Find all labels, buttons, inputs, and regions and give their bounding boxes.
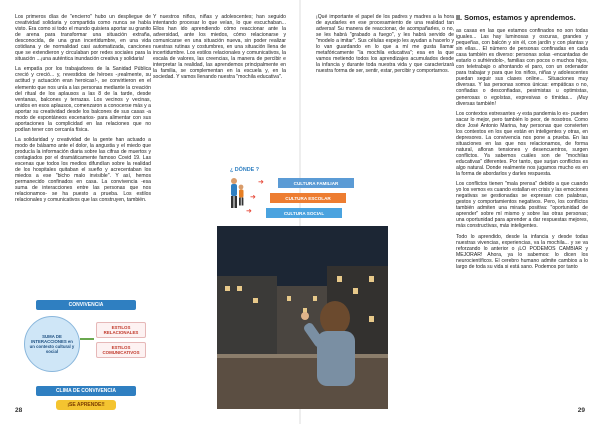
donde-question: ¿ DÓNDE ? [230, 167, 260, 173]
box-cultura-familiar: CULTURA FAMILIAR [278, 178, 354, 188]
balcony-photo-illustration [217, 226, 388, 409]
paragraph: Los contextos estresantes -y esta pandemia lo es- pueden sacar lo mejor, pero también lo peor, de nosotros. Como dice José Antonio Marina, hay personas que convierten los contextos en los que están en inteligentes y otras, en depresores. La convivencia nos pone a prueba. En las situaciones en las que nos relacionamos, de forma natural, afloran tensiones y desencuentros, surgen conflictos. Ya sabemos cuáles son de "mochilas educativas" diferentes. Por tanto, que surjan conflictos es algo natural. Donde realmente nos jugamos mucho es en la forma de abordarlos y darles respuesta. [456, 110, 588, 178]
paragraph: Los conflictos tienen "mala prensa" debido a que cuando yo los vemos es cuando estallan en crisis y las emociones negativas se gestionadas se expresan con palabras, gestos y comportamientos negativos. Pero, los conflictos también admiten una mirada positiva: "oportunidad de aprender" sobre mí mismo y sobre las otras personas; una oportunidad para aprender a dar respuestas mejores, más constructivas, más inteligentes. [456, 181, 588, 230]
diagram-bottom-label: CLIMA DE CONVIVENCIA [36, 386, 136, 396]
paragraph: as casas en las que estamos confinados no son todas iguales... Las hay luminosas y oscuras, grandes y pequeñas, con balcón y sin él, con jardín y con plantas y sin ellas... El número de personas confinadas en cada casa también es diverso: personas solas -encantadas de estarlo o sufriéndolo-, familias con pocos o muchos hijos, con teletrabajo o afrontando el paro, con un ordenador para trabajar y para que los niños, niñas y adolescentes puedan seguir sus clases online... Situaciones muy diversas. Y las personas somos únicas: empáticas o no, confiadas o desconfiadas, pesimistas u optimistas, generosas o egoístas, expresivas o tímidas... ¡Muy diversas también! [456, 28, 588, 107]
paragraph: Los primeros días de "encierro" hubo un despliegue de creatividad solidaria y compartida como nunca se había visto. Era como si todo el mundo quisiera aportar su granito de arena para transformar una situación extraña, desconocida, de una gran incertidumbre, en una vida cotidiana y de normalidad casi automatizada, canciones que se extendieron y circulaban por redes sociales para la situación ...¡una auténtica inundación creativa y solidaria! [15, 14, 151, 63]
balcony-photo [217, 226, 388, 409]
right-page-column-1 [316, 14, 454, 78]
section-heading: II. Somos, estamos y aprendemos. [456, 13, 576, 22]
diagram-side-label-2: ESTILOS COMUNICATIVOS [96, 342, 146, 358]
diagram-side-label-1: ESTILOS RELACIONALES [96, 322, 146, 338]
convivencia-diagram [14, 300, 154, 412]
paragraph: La empatía por los trabajadores de la Sanidad Pública creció y creció... y, revestidos de héroes -¡realmente, su actitud y actuación eran heroicas!-, se convirtieron en el elemento que nos unía a las personas mediante la creación del ritual de los aplausos a las 8 de la tarde, desde ventanas, balcones y terrazas. Los vecinos y vecinas, unidos en esos aplausos, comenzaron a conocerse más y a aportar su creatividad desde los balcones de sus casas -a modo de espontáneos escenarios- para alimentar con sus aportaciones la complicidad en las relaciones que no podían tener con cercanía física. [15, 66, 151, 133]
paragraph: ¡Qué importante el papel de los padres y madres a la hora de ayudarles en ese procesamiento de una realidad tan adversa! Su manera de reaccionar, de acompañarles, o no, se les habrá "grabado a fuego", y les habrá servido de "modelo a imitar". Sus células espejo les ayudan a hacerlo y lo van guardando en lo que a mí me gusta llamar metafóricamente "la mochila educativa"; esa en la que vamos metiendo todos los aprendizajes acumulados desde la infancia y durante toda nuestra vida y que caracterizará nuestra forma de ser, sentir, estar, percibir y comportarnos. [316, 14, 454, 75]
box-cultura-escolar: CULTURA ESCOLAR [270, 193, 346, 203]
arrow-right-icon: ➜ [250, 194, 256, 201]
right-page-column-2 [456, 14, 588, 274]
diagram-center-circle: SUMA DE INTERACCIONES en un contexto cultural y social [24, 316, 80, 372]
page-number-right: 29 [577, 407, 585, 414]
box-cultura-social: CULTURA SOCIAL [266, 208, 342, 218]
arrow-right-icon: ➜ [258, 179, 264, 186]
left-page-column-2 [153, 14, 286, 85]
paragraph: Y nuestros niños, niñas y adolescentes; han seguido intentando procesar lo que veían, lo que escuchaban... Ellos han ido aprendiendo cómo reaccionar ante la adversidad, ante los miedos, cómo relacionarse y comunicarse en una situación nueva, sin poder realizar nuestras rutinas y costumbres, en una situación llena de incertidumbre. Los estilos relacionales y comunicativos, la escala de valores, las creencias, la manera de percibir e interpretar la realidad, las aprendemos principalmente en la familia, se complementan en la escuela y, en la sociedad. Y vamos llenando nuestra "mochila educativa". [153, 14, 286, 81]
arrow-right-icon: ➜ [246, 208, 252, 215]
family-figure-icon [228, 176, 246, 212]
diagram-arrow [80, 338, 94, 340]
page-number-left: 28 [15, 407, 23, 414]
paragraph: La solidaridad y creatividad de la gente han actuado a modo de bálsamo ante el dolor, la angustia y el miedo que producía la información diaria sobre las cifras de muertos y contagiados por el dramáticamente famoso Covid 19. Las escenas que todos los medios difundían sobre la realidad de los hospitales quitaban el sueño y acrecentaban los miedos a ese "bicho malo invisible". Y así, hemos permanecido confinados en casa. La convivencia -esa suma de interacciones entre las personas que nos relacionamos- se ha puesto a prueba. Los estilos relacionales y comunicativos que las construyen, también. [15, 136, 151, 204]
left-page-column-1 [15, 14, 151, 207]
diagram-footer-label: ¡SE APRENDE!! [56, 400, 116, 410]
diagram-top-label: CONVIVENCIA [36, 300, 136, 310]
paragraph: Todo lo aprendido, desde la infancia y desde todas nuestras vivencias, experiencias, va la mochila... y se va reforzando lo anterior o ¡LO PODEMOS CAMBIAR y MEJORAR! Ahora, ya lo sabemos: lo dicen los neurocientíficos. El cerebro humano admite cambios a lo largo de toda su vida si está sano. Podemos por tanto [456, 233, 588, 270]
